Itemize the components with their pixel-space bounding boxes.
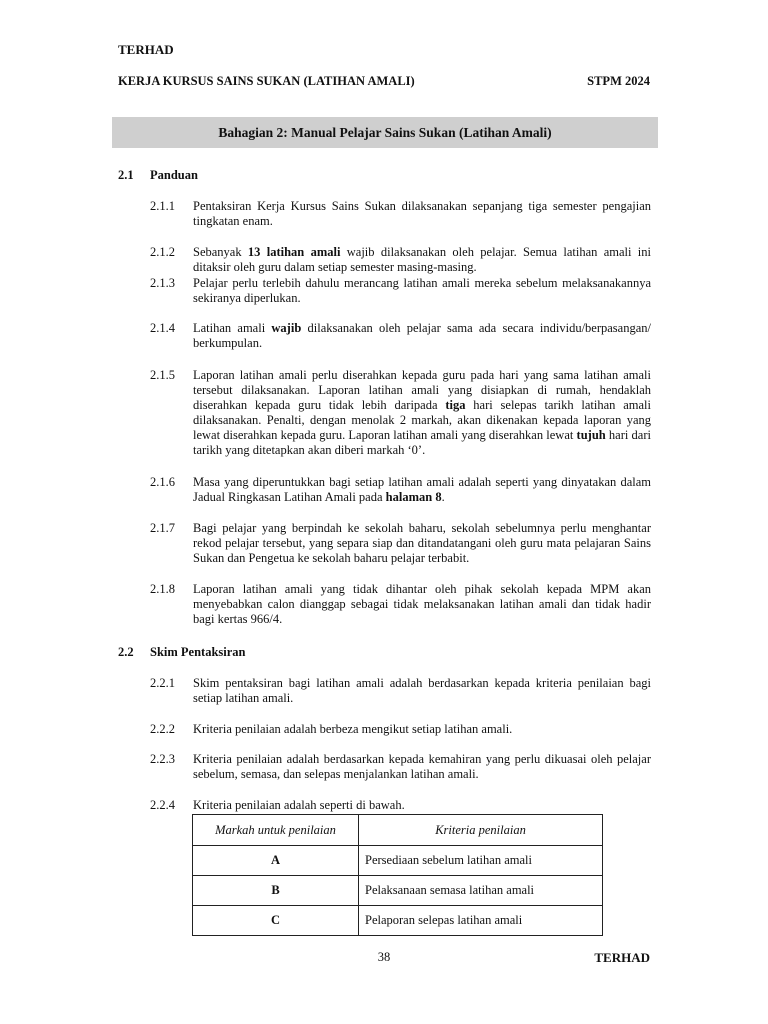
section-banner — [112, 117, 658, 148]
course-title: KERJA KURSUS SAINS SUKAN (LATIHAN AMALI) — [118, 74, 415, 88]
item-text: Bagi pelajar yang berpindah ke sekolah baharu, sekolah sebelumnya perlu menghantar rekod pelajar tersebut, yang separa siap dan ditandatangani oleh guru mata pelajaran Sains Sukan dan Pengetua ke sekolah baharu pelajar terbabit. — [193, 521, 651, 565]
item-number: 2.1.5 — [150, 368, 175, 382]
text-run: wajib dilaksanakan oleh pelajar. Semua latihan amali ini ditaksir oleh guru dalam setiap semester masing-masing. — [193, 245, 651, 274]
section-number: 2.2 — [118, 645, 134, 659]
table-row — [193, 876, 603, 906]
bold-run: tujuh — [576, 428, 606, 442]
item-number: 2.2.1 — [150, 676, 175, 690]
table-row — [193, 846, 603, 876]
item-text — [193, 475, 651, 505]
item-number: 2.1.3 — [150, 276, 175, 290]
classification-label: TERHAD — [118, 42, 174, 57]
item-number: 2.1.4 — [150, 321, 175, 335]
table-header-row — [193, 815, 603, 846]
text-run: . — [441, 490, 445, 504]
item-text: Kriteria penilaian adalah berdasarkan kepada kemahiran yang perlu dikuasai oleh pelajar sebelum, semasa, dan selepas menjalankan latihan amali. — [193, 752, 651, 781]
item-number: 2.1.1 — [150, 199, 175, 213]
bold-run: halaman 8 — [385, 490, 442, 504]
table-cell: Pelaporan selepas latihan amali — [359, 906, 603, 936]
item-text: Laporan latihan amali yang tidak dihantar oleh pihak sekolah kepada MPM akan menyebabkan calon dianggap sebagai tidak melaksanakan latihan amali dan tidak hadir bagi kertas 966/4. — [193, 582, 651, 626]
text-run: Laporan latihan amali perlu diserahkan kepada guru pada hari yang sama latihan amali tersebut dilaksanakan. Laporan latihan amali yang disiapkan di rumah, hendaklah diserahkan kepada guru tidak lebih daripada — [193, 368, 651, 412]
text-run: hari dari tarikh yang ditetapkan akan diberi markah ‘0’. — [193, 428, 651, 457]
item-text — [193, 368, 651, 458]
item-text — [193, 245, 651, 275]
exam-label: STPM 2024 — [587, 74, 650, 88]
table-cell: Persediaan sebelum latihan amali — [359, 846, 603, 876]
item-text: Kriteria penilaian adalah seperti di bawah. — [193, 798, 405, 812]
criteria-table — [192, 814, 603, 936]
table-cell: Pelaksanaan semasa latihan amali — [359, 876, 603, 906]
table-header: Kriteria penilaian — [359, 815, 603, 846]
table-row — [193, 906, 603, 936]
text-run: dilaksanakan oleh pelajar sama ada secara individu/berpasangan/ berkumpulan. — [193, 321, 651, 350]
text-run: hari selepas tarikh latihan amali dilaksanakan. Penalti, dengan menolak 2 markah, akan dikenakan kepada laporan yang lewat diserahkan kepada guru. Laporan latihan amali yang diserahkan lewat — [193, 398, 652, 442]
text-run: Masa yang diperuntukkan bagi setiap latihan amali adalah seperti yang dinyatakan dalam Jadual Ringkasan Latihan Amali pada — [193, 475, 651, 504]
table-cell: B — [193, 876, 359, 906]
page-number: 38 — [377, 950, 391, 964]
item-text — [193, 321, 651, 351]
item-number: 2.2.2 — [150, 722, 175, 736]
bold-run: wajib — [271, 321, 302, 335]
item-text: Skim pentaksiran bagi latihan amali adalah berdasarkan kepada kriteria penilaian bagi setiap latihan amali. — [193, 676, 651, 705]
table-cell: A — [193, 846, 359, 876]
footer-classification: TERHAD — [594, 950, 650, 965]
item-number: 2.2.3 — [150, 752, 175, 766]
item-number: 2.1.6 — [150, 475, 175, 489]
text-run: Latihan amali — [193, 321, 272, 335]
bold-run: tiga — [445, 398, 466, 412]
banner-title: Bahagian 2: Manual Pelajar Sains Sukan (Latihan Amali) — [218, 124, 552, 140]
table-cell: C — [193, 906, 359, 936]
text-run: Sebanyak — [193, 245, 248, 259]
item-number: 2.2.4 — [150, 798, 175, 812]
item-number: 2.1.7 — [150, 521, 175, 535]
table-header: Markah untuk penilaian — [193, 815, 359, 846]
bold-run: 13 latihan amali — [247, 245, 341, 259]
item-text: Pelajar perlu terlebih dahulu merancang latihan amali mereka sebelum melaksanakannya sekiranya diperlukan. — [193, 276, 651, 305]
item-number: 2.1.8 — [150, 582, 175, 596]
section-title: Panduan — [150, 168, 198, 182]
section-title: Skim Pentaksiran — [150, 645, 246, 659]
item-text: Kriteria penilaian adalah berbeza mengikut setiap latihan amali. — [193, 722, 513, 736]
item-number: 2.1.2 — [150, 245, 175, 259]
section-number: 2.1 — [118, 168, 134, 182]
item-text: Pentaksiran Kerja Kursus Sains Sukan dilaksanakan sepanjang tiga semester pengajian tingkatan enam. — [193, 199, 651, 228]
